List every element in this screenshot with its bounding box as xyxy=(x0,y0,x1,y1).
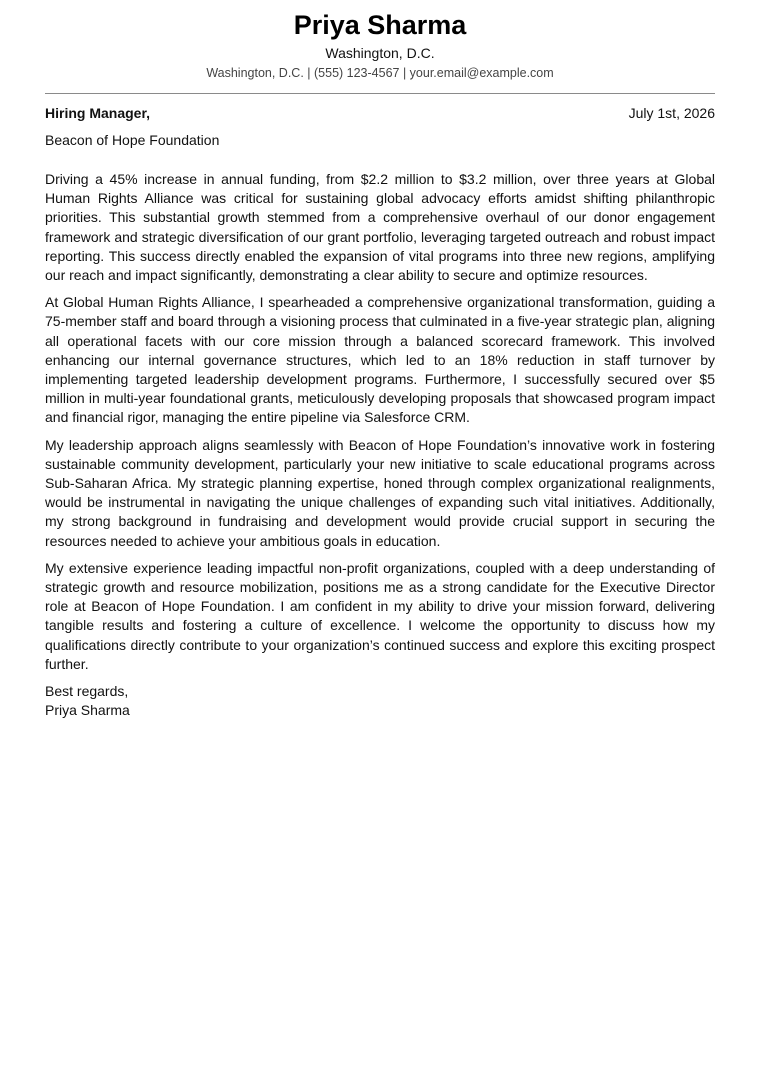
body-paragraph-4: My extensive experience leading impactful non-profit organizations, coupled with a deep understanding of strategic growth and resource mobilization, positions me as a strong candidate for the Executive Director role at Beacon of Hope Foundation. I am confident in my ability to drive your mission forward, delivering tangible results and fostering a culture of excellence. I welcome the opportunity to discuss how my qualifications directly contribute to your organization’s continued success and explore this exciting prospect further. xyxy=(45,559,715,672)
letter-header xyxy=(45,0,715,81)
letter-date: July 1st, 2026 xyxy=(628,105,715,121)
closing-salutation: Best regards, xyxy=(45,683,129,700)
signature-name: Priya Sharma xyxy=(45,702,130,719)
body-paragraph-2: At Global Human Rights Alliance, I spearheaded a comprehensive organizational transformation, guiding a 75-member staff and board through a visioning process that culminated in a five-year strategic plan, aligning all operational facets with our core mission through a balanced scorecard framework. This involved enhancing our internal governance structures, which led to an 18% reduction in staff turnover by implementing targeted leadership development programs. Furthermore, I successfully secured over $5 million in multi-year foundational grants, meticulously developing proposals that showcased program impact and financial rigor, managing the entire pipeline via Salesforce CRM. xyxy=(45,294,715,426)
recipient-title: Hiring Manager, xyxy=(45,105,151,121)
body-paragraph-3: My leadership approach aligns seamlessly with Beacon of Hope Foundation’s innovative work in fostering sustainable community development, particularly your new initiative to scale educational programs across Sub-Saharan Africa. My strategic planning expertise, honed through complex organizational realignments, would be instrumental in navigating the unique challenges of expanding such vital initiatives. Additionally, my strong background in fundraising and development would provide crucial support in securing the resources needed to achieve your ambitious goals in education. xyxy=(45,436,715,549)
recipient-date-row xyxy=(45,104,715,122)
letter-body xyxy=(45,170,715,674)
applicant-location: Washington, D.C. xyxy=(325,45,435,61)
applicant-name: Priya Sharma xyxy=(293,10,467,40)
body-paragraph-1: Driving a 45% increase in annual funding, from $2.2 million to $3.2 million, over three years at Global Human Rights Alliance was critical for sustaining global advocacy efforts amidst shifting philanthropic priorities. This substantial growth stemmed from a comprehensive overhaul of our donor engagement framework and strategic diversification of our grant portfolio, leveraging targeted outreach and robust impact reporting. This success directly enabled the expansion of vital programs into three new regions, amplifying our reach and impact significantly, demonstrating a clear ability to secure and optimize resources. xyxy=(45,171,715,284)
recipient-organization: Beacon of Hope Foundation xyxy=(45,132,220,148)
header-divider xyxy=(45,93,715,94)
contact-line: Washington, D.C. | (555) 123-4567 | your.email@example.com xyxy=(206,66,554,80)
letter-closing xyxy=(45,682,715,720)
